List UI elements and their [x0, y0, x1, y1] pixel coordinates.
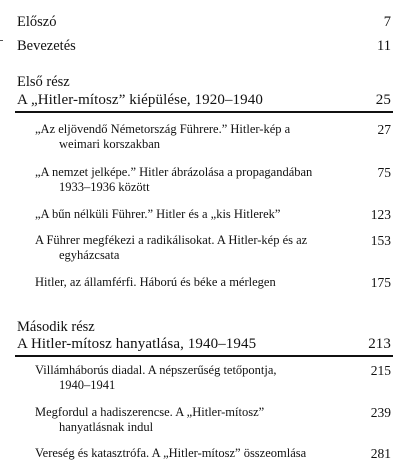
entry-title-line1: Hitler, az államférfi. Háború és béke a mérlegen — [35, 275, 276, 289]
entry-title-line1: „A nemzet jelképe.” Hitler ábrázolása a propagandában — [35, 165, 313, 179]
toc-entry[interactable] — [35, 233, 391, 263]
toc-row-bevezetes[interactable] — [17, 38, 391, 55]
part2-page: 213 — [368, 336, 391, 352]
toc-row-eloszo[interactable] — [17, 14, 391, 31]
entry-page: 239 — [370, 405, 391, 420]
entry-title-line2: 1933–1936 között — [59, 180, 150, 194]
entry-title-line1: „Az eljövendő Németország Führere.” Hitler-kép a — [35, 122, 291, 136]
toc-title-eloszo: Előszó — [17, 14, 57, 30]
toc-entry[interactable] — [35, 275, 391, 290]
entry-title-line1: Villámháborús diadal. A népszerűség tetőpontja, — [35, 363, 277, 377]
part2-title: A Hitler-mítosz hanyatlása, 1940–1945 — [17, 336, 257, 352]
part1-label: Első rész — [17, 74, 70, 90]
part2-label: Második rész — [17, 319, 95, 335]
entry-page: 75 — [377, 165, 391, 180]
entry-page: 281 — [370, 446, 391, 461]
toc-title-bevezetes: Bevezetés — [17, 38, 76, 54]
entry-page: 123 — [370, 207, 391, 222]
toc-entry[interactable] — [35, 207, 391, 222]
entry-title-line1: A Führer megfékezi a radikálisokat. A Hitler-kép és az — [35, 233, 308, 247]
toc-entry[interactable] — [35, 122, 391, 152]
entry-page: 215 — [370, 363, 391, 378]
part1-page: 25 — [375, 92, 391, 108]
entry-title-line2: hanyatlásnak indul — [59, 420, 154, 434]
part2-rule — [15, 355, 393, 357]
part1-title: A „Hitler-mítosz” kiépülése, 1920–1940 — [17, 92, 263, 108]
margin-mark — [0, 40, 3, 41]
toc-page-eloszo: 7 — [383, 14, 391, 30]
toc-entry[interactable] — [35, 165, 391, 195]
toc-page-bevezetes: 11 — [377, 38, 391, 54]
part1-rule — [15, 111, 393, 113]
entry-page: 175 — [370, 275, 391, 290]
toc-row-part2-title[interactable] — [17, 336, 391, 353]
entry-title-line2: weimari korszakban — [59, 137, 161, 151]
toc-entry[interactable] — [35, 405, 391, 435]
toc-row-part1-title[interactable] — [17, 92, 391, 109]
entry-title-line2: 1940–1941 — [59, 378, 116, 392]
entry-title-line2: egyházcsata — [59, 248, 120, 262]
entry-page: 153 — [370, 233, 391, 248]
toc-entry[interactable] — [35, 363, 391, 393]
entry-page: 27 — [377, 122, 391, 137]
entry-title-line1: Vereség és katasztrófa. A „Hitler-mítosz” összeomlása — [35, 446, 307, 460]
entry-title-line1: Megfordul a hadiszerencse. A „Hitler-mítosz” — [35, 405, 265, 419]
toc-entry[interactable] — [35, 446, 391, 461]
entry-title-line1: „A bűn nélküli Führer.” Hitler és a „kis Hitlerek” — [35, 207, 281, 221]
